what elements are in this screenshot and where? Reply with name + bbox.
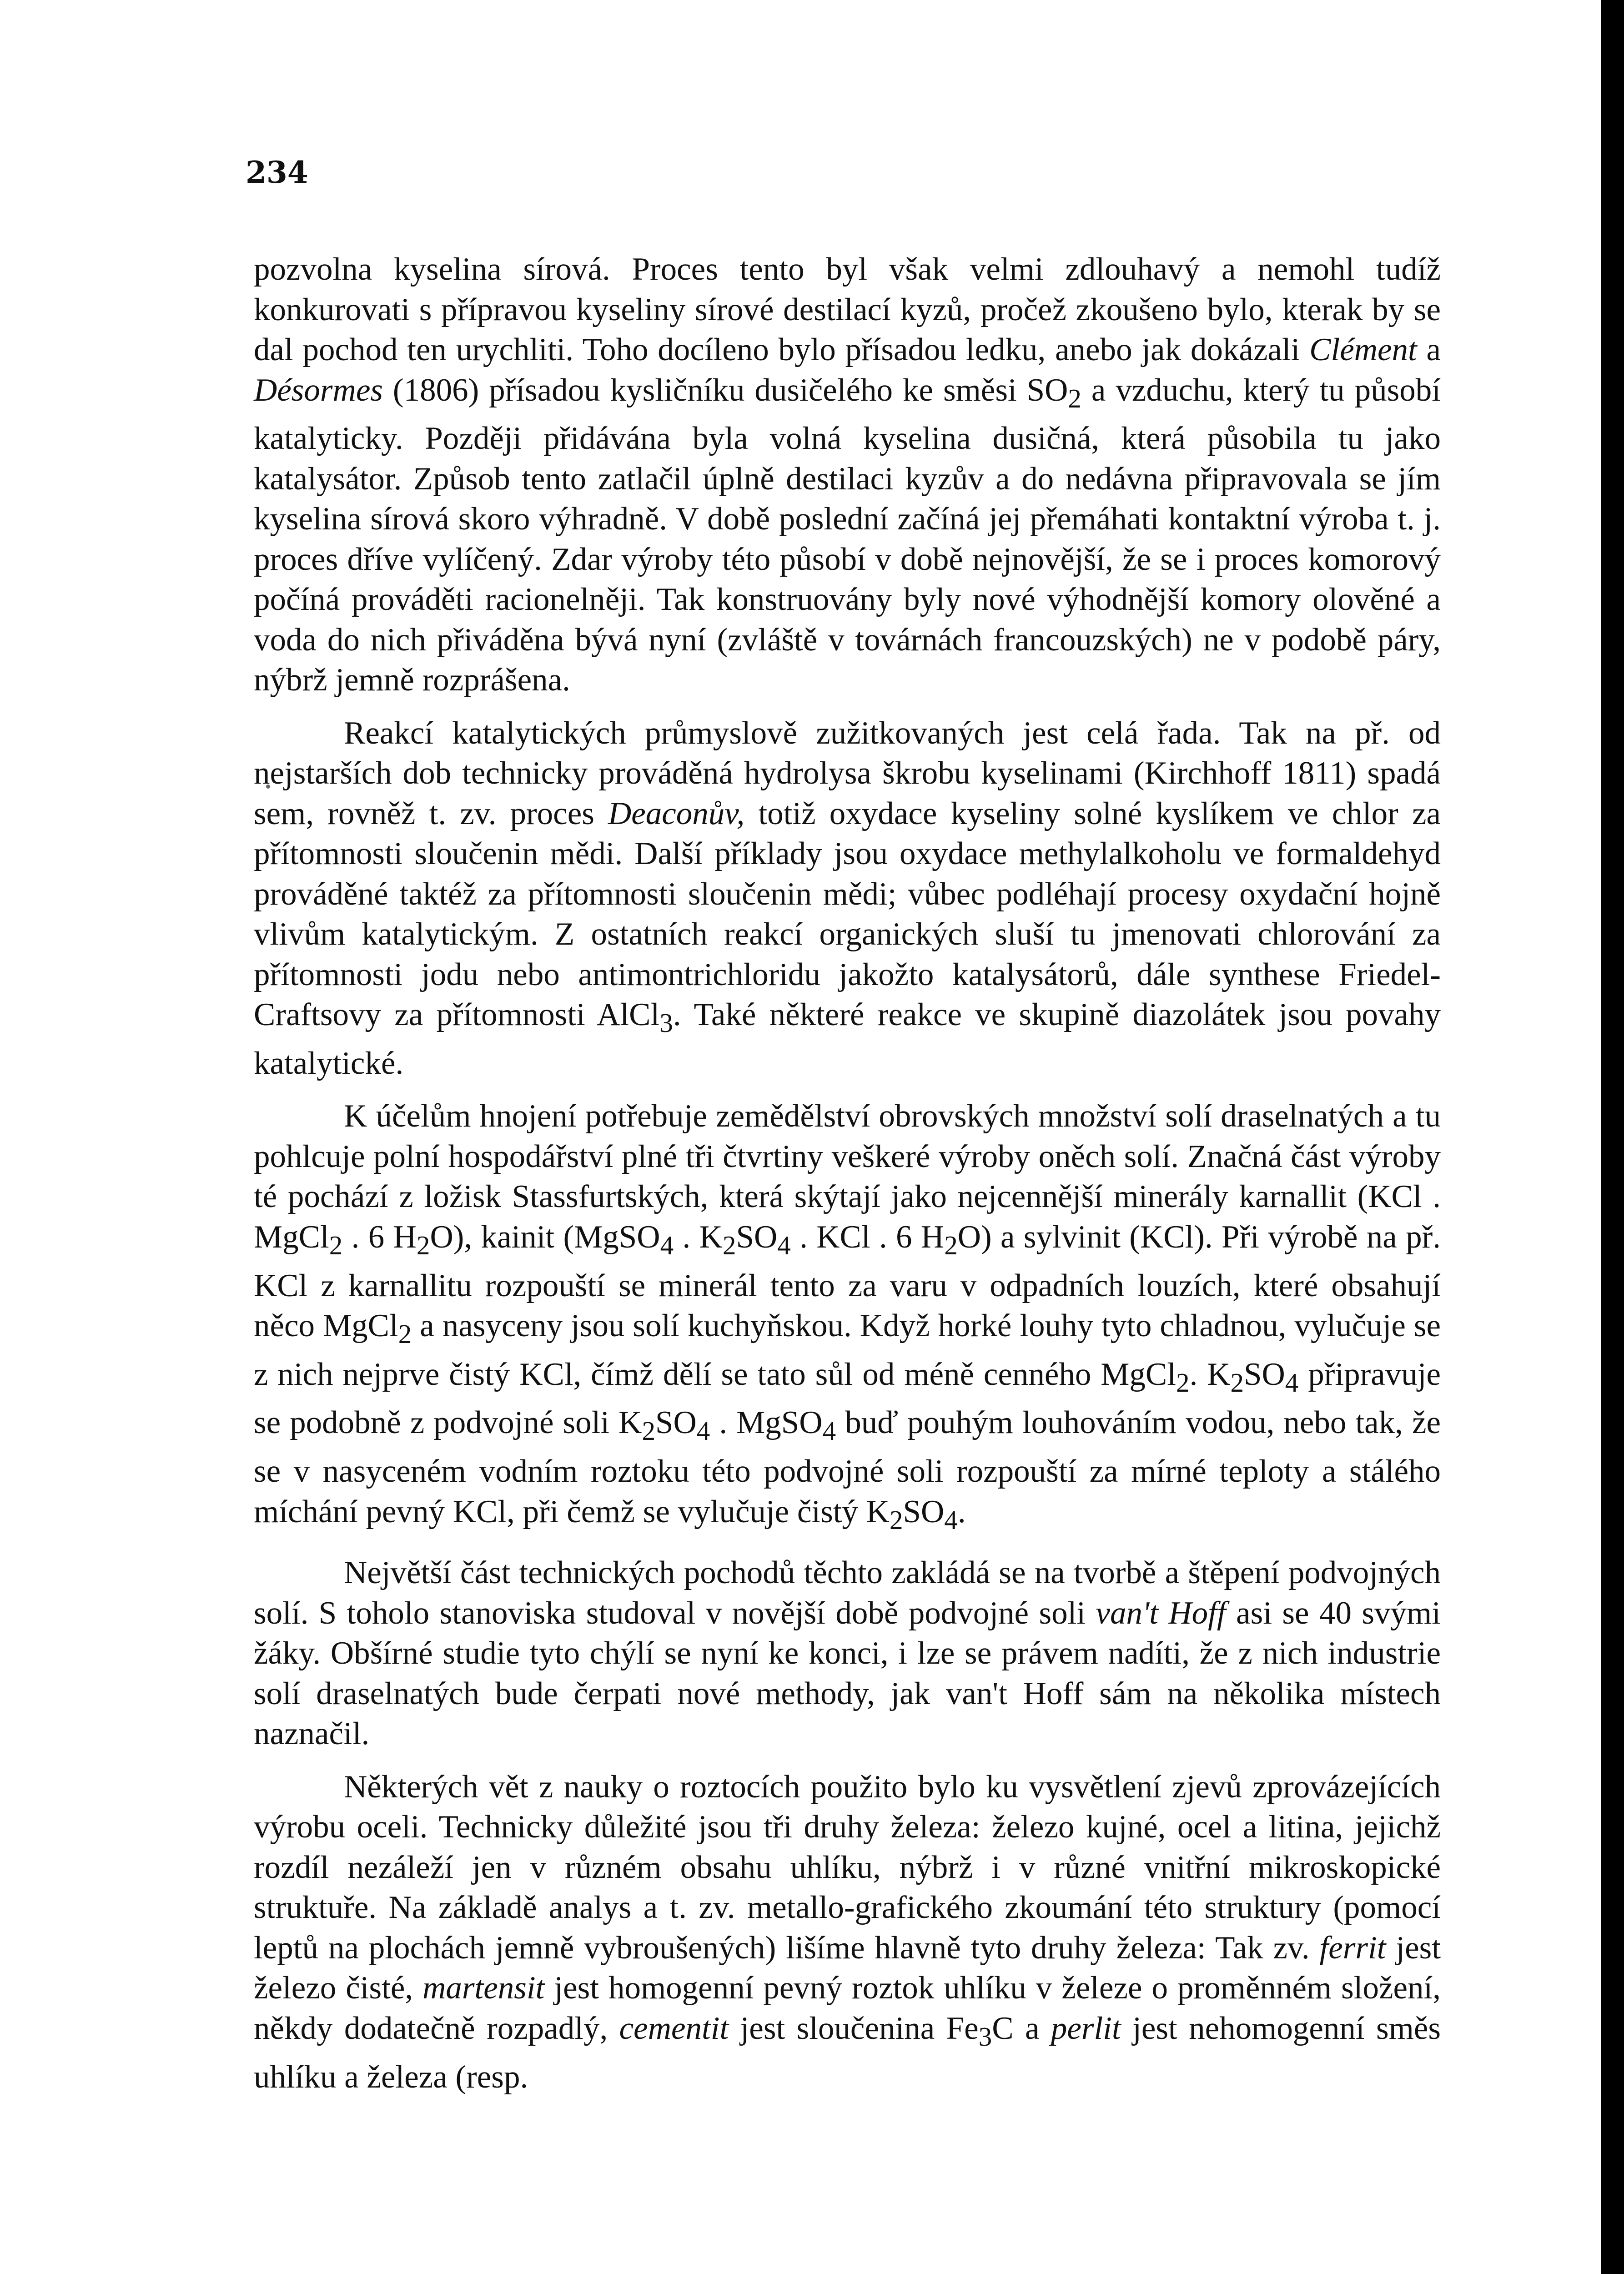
text-run: připravuje se podobně z podvojné soli K <box>254 1356 1441 1441</box>
text-run: . 6 H <box>342 1219 417 1255</box>
subscript-run: 4 <box>660 1230 674 1261</box>
subscript-run: 2 <box>329 1230 343 1261</box>
text-run: SO <box>736 1219 778 1255</box>
text-run: a vzduchu, který tu působí katalyticky. Později přidávána byla volná kyselina dusičná, která působila tu jako katalysátor. Způsob tento zatlačil úplně destilaci kyzův a do nedávna připravovala se jím kyselina sírová skoro výhradně. V době poslední začíná jej přemáhati kontaktní výroba t. j. proces dříve vylíčený. Zdar výroby této působí v době nejnovější, že se i proces komorový počíná prováděti racionelněji. Tak konstruovány byly nové výhodnější komory olověné a voda do nich přiváděna bývá nyní (zvláště v továrnách francouzských) ne v podobě páry, nýbrž jemně rozprášena. <box>254 372 1441 698</box>
text-run: Největší část technických pochodů těchto zakládá se na tvorbě a štěpení podvojných solí. S toholo stanoviska studoval v novější době podvojné soli <box>254 1555 1441 1631</box>
subscript-run: 4 <box>696 1416 710 1446</box>
paragraph-3 <box>254 1096 1441 1540</box>
text-run: jest železo čisté, <box>254 1930 1441 2006</box>
text-run: . MgSO <box>710 1405 823 1441</box>
subscript-run: 3 <box>978 2022 992 2052</box>
text-run: O) a sylvinit (KCl). Při výrobě na př. KCl z karnallitu rozpouští se minerál tento za varu v odpadních louzích, které obsahují něco MgCl <box>254 1219 1441 1344</box>
text-run: K účelům hnojení potřebuje zemědělství obrovských množství solí draselnatých a tu pohlcuje polní hospodářství plné tři čtvrtiny veškeré výroby oněch solí. Značná část výroby té pochází z ložisk Stassfurtských, která skýtají jako nejcennější minerály karnallit (KCl . MgCl <box>254 1098 1441 1255</box>
subscript-run: 4 <box>777 1230 791 1261</box>
text-run: O), kainit (MgSO <box>430 1219 660 1255</box>
subscript-run: 2 <box>944 1230 958 1261</box>
italic-run: cementit <box>619 2010 729 2046</box>
subscript-run: 2 <box>416 1230 430 1261</box>
italic-run: ferrit <box>1319 1930 1386 1966</box>
text-run: Některých vět z nauky o roztocích použito bylo ku vysvětlení zjevů zprovázejících výrobu oceli. Technicky důležité jsou tři druhy železa: železo kujné, ocel a litina, jejichž rozdíl nezáleží jen v různém obsahu uhlíku, nýbrž i v různé vnitřní mikroskopické struktuře. Na základě analys a t. zv. metallo-grafického zkoumání této struktury (pomocí leptů na plochách jemně vybroušených) lišíme hlavně tyto druhy železa: Tak zv. <box>254 1769 1441 1966</box>
text-run: pozvolna kyselina sírová. Proces tento byl však velmi zdlouhavý a nemohl tudíž konkurovati s přípravou kyseliny sírové destilací kyzů, pročež zkoušeno bylo, kterak by se dal pochod ten urychliti. Toho docíleno bylo přísadou ledku, anebo jak dokázali <box>254 252 1441 367</box>
text-run: . KCl . 6 H <box>790 1219 945 1255</box>
subscript-run: 4 <box>822 1416 836 1446</box>
text-run: C a <box>992 2010 1051 2046</box>
subscript-run: 4 <box>1285 1367 1299 1398</box>
italic-run: Clément <box>1309 332 1417 367</box>
text-run: a nasyceny jsou solí kuchyňskou. Když horké louhy tyto chladnou, vylučuje se z nich nejprve čistý KCl, čímž dělí se tato sůl od méně cenného MgCl <box>254 1308 1441 1392</box>
text-run: . <box>957 1494 966 1529</box>
text-run: asi se 40 svými žáky. Obšírné studie tyto chýlí se nyní ke konci, i lze se právem nadíti, že z nich industrie solí draselnatých bude čerpati nové methody, jak van't Hoff sám na několika místech naznačil. <box>254 1595 1441 1752</box>
subscript-run: 2 <box>1068 383 1081 413</box>
text-run: SO <box>903 1494 945 1529</box>
italic-run: Désormes <box>254 372 383 408</box>
paragraph-4 <box>254 1553 1441 1754</box>
text-run: buď pouhým louhováním vodou, nebo tak, že se v nasyceném vodním roztoku této podvojné soli rozpouští za mírné teploty a stálého míchání pevný KCl, při čemž se vylučuje čistý K <box>254 1405 1441 1529</box>
italic-run: van't Hoff <box>1096 1595 1226 1631</box>
subscript-run: 3 <box>659 1008 673 1038</box>
subscript-run: 2 <box>722 1230 736 1261</box>
paragraph-1 <box>254 249 1441 700</box>
text-run: Reakcí katalytických průmyslově zužitkovaných jest celá řada. Tak na př. od nejstarších dob technicky prováděná hydrolysa škrobu kyselinami (Kirchhoff 1811) spadá sem, rovněž t. zv. proces <box>254 715 1441 831</box>
italic-run: Deaconův, <box>608 795 745 831</box>
subscript-run: 4 <box>944 1504 958 1535</box>
text-run: (1806) přísadou kysličníku dusičelého ke směsi SO <box>382 372 1068 408</box>
subscript-run: 2 <box>642 1416 656 1446</box>
text-run: SO <box>655 1405 697 1441</box>
subscript-run: 2 <box>1230 1367 1244 1398</box>
subscript-run: 2 <box>1176 1367 1190 1398</box>
paragraph-2 <box>254 713 1441 1084</box>
subscript-run: 2 <box>398 1319 412 1349</box>
text-run: a <box>1417 332 1441 367</box>
text-run: jest homogenní pevný roztok uhlíku v železe o proměnném složení, někdy dodatečně rozpadlý, <box>254 1970 1441 2046</box>
text-run: . Také některé reakce ve skupině diazolátek jsou povahy katalytické. <box>254 997 1441 1081</box>
text-run: jest sloučenina Fe <box>729 2010 979 2046</box>
text-run: totiž oxydace kyseliny solné kyslíkem ve chlor za přítomnosti sloučenin mědi. Další příklady jsou oxydace methylalkoholu ve formaldehyd prováděné taktéž za přítomnosti sloučenin mědi; vůbec podléhají procesy oxydační hojně vlivům katalytickým. Z ostatních reakcí organických sluší tu jmenovati chlorování za přítomnosti jodu nebo antimontrichloridu jakožto katalysátorů, dále synthese Friedel-Craftsovy za přítomnosti AlCl <box>254 795 1441 1033</box>
italic-run: perlit <box>1051 2010 1121 2046</box>
text-run: . K <box>674 1219 723 1255</box>
paragraph-5 <box>254 1767 1441 2097</box>
subscript-run: 2 <box>889 1504 903 1535</box>
text-run: SO <box>1244 1356 1285 1392</box>
page-number: 234 <box>246 155 308 190</box>
body-text <box>254 249 1441 2110</box>
italic-run: martensit <box>422 1970 545 2006</box>
text-run: . K <box>1189 1356 1231 1392</box>
text-run: jest nehomogenní směs uhlíku a železa (resp. <box>254 2010 1441 2095</box>
